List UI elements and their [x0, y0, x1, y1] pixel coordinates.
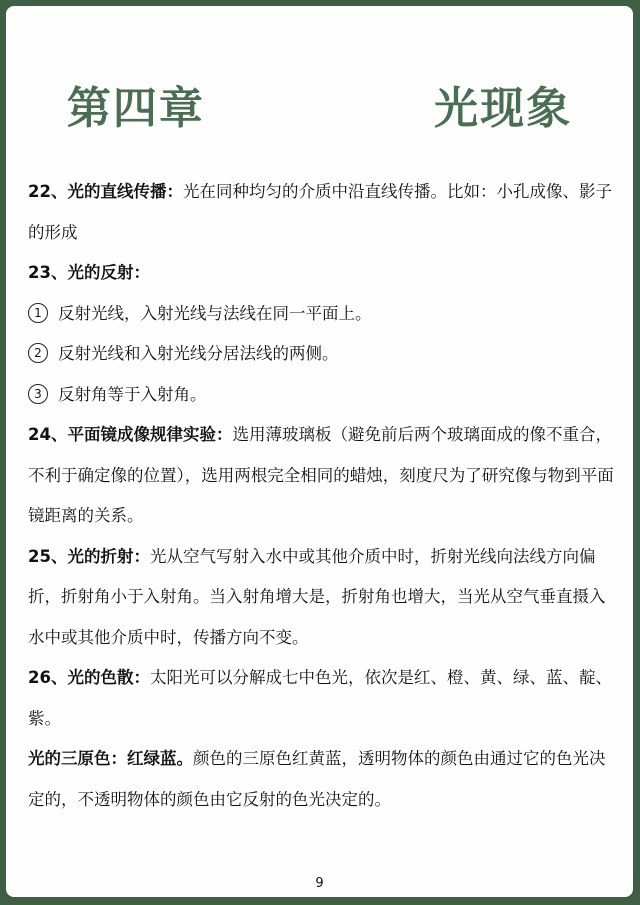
section-primary-colors: [28, 739, 619, 820]
section-22-heading: 22、光的直线传播：: [28, 182, 183, 201]
section-23: [28, 253, 619, 294]
circled-number: 2: [28, 343, 48, 363]
section-23-heading: 23、光的反射：: [28, 263, 150, 282]
section-24-heading: 24、平面镜成像规律实验：: [28, 425, 233, 444]
section-26: [28, 658, 619, 739]
list-item: [28, 294, 619, 335]
list-item: [28, 375, 619, 416]
primary-colors-heading: 光的三原色：: [28, 749, 127, 768]
primary-colors-highlight: 红绿蓝。: [127, 749, 193, 768]
section-22: [28, 172, 619, 253]
list-item-text: 反射光线，入射光线与法线在同一平面上。: [58, 303, 372, 323]
list-item-text: 反射角等于入射角。: [58, 384, 207, 404]
section-25-text: 光从空气写射入水中或其他介质中时，折射光线向法线方向偏折，折射角小于入射角。当入射角增大是，折射角也增大，当光从空气垂直摄入水中或其他介质中时，传播方向不变。: [28, 546, 606, 647]
circled-number: 3: [28, 384, 48, 404]
circled-number: 1: [28, 303, 48, 323]
section-24: [28, 415, 619, 537]
list-item: [28, 334, 619, 375]
section-26-text: 太阳光可以分解成七中色光，依次是红、橙、黄、绿、蓝、靛、紫。: [28, 668, 612, 728]
list-item-text: 反射光线和入射光线分居法线的两侧。: [58, 344, 339, 363]
section-26-heading: 26、光的色散：: [28, 668, 150, 687]
section-25: [28, 537, 619, 659]
primary-colors-text: 颜色的三原色红黄蓝，透明物体的颜色由通过它的色光决定的，不透明物体的颜色由它反射的色光决定的。: [28, 749, 606, 809]
section-25-heading: 25、光的折射：: [28, 546, 150, 566]
chapter-title: 第四章 光现象: [66, 83, 573, 134]
section-22-text: 光在同种均匀的介质中沿直线传播。比如：小孔成像、影子的形成: [28, 182, 612, 242]
section-24-text: 选用薄玻璃板（避免前后两个玻璃面成的像不重合，不利于确定像的位置），选用两根完全相同的蜡烛，刻度尺为了研究像与物到平面镜距离的关系。: [28, 425, 614, 525]
document-page: [6, 6, 633, 897]
content-body: [28, 172, 619, 820]
page-number: 9: [315, 876, 324, 891]
